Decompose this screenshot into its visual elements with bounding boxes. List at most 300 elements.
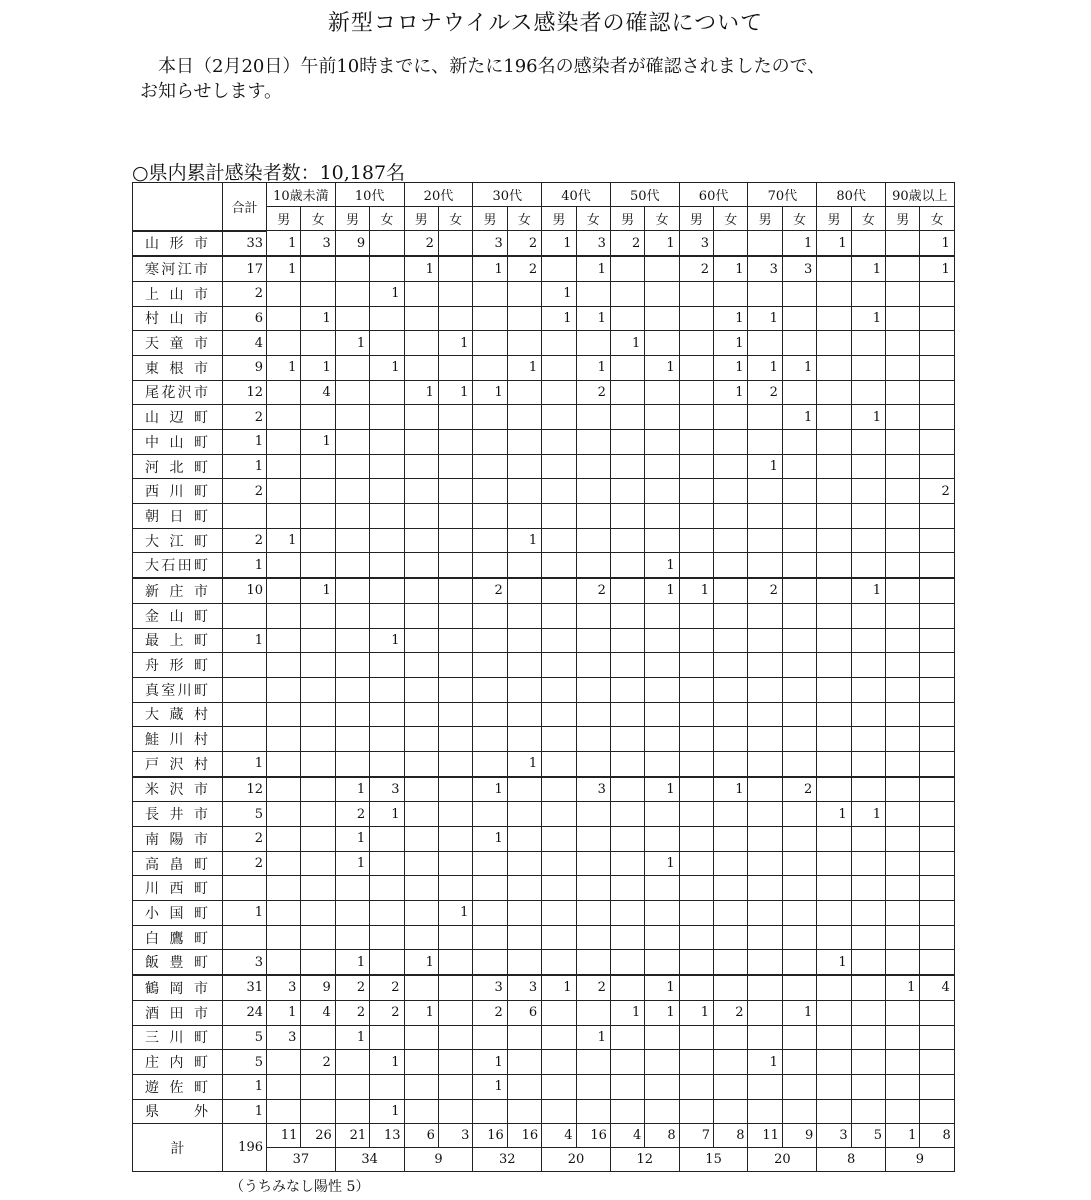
count-cell [404, 901, 438, 926]
count-cell: 1 [576, 256, 610, 281]
count-cell [507, 331, 541, 356]
count-cell [886, 851, 920, 876]
count-cell [886, 454, 920, 479]
count-cell [438, 1000, 472, 1025]
count-cell [817, 380, 851, 405]
count-cell: 1 [370, 1099, 404, 1124]
count-cell [610, 454, 644, 479]
count-cell [679, 851, 713, 876]
count-cell [714, 827, 748, 852]
count-cell: 2 [301, 1050, 335, 1075]
count-cell [507, 281, 541, 306]
count-cell [438, 430, 472, 455]
count-cell: 2 [507, 231, 541, 257]
count-cell [748, 1099, 782, 1124]
municipality-name: 大石田町 [133, 553, 223, 578]
count-cell [301, 405, 335, 430]
count-cell [542, 827, 576, 852]
count-cell [748, 405, 782, 430]
municipality-name: 川西町 [133, 876, 223, 901]
count-cell [679, 1050, 713, 1075]
row-total: 31 [223, 975, 267, 1000]
count-cell [610, 702, 644, 727]
count-cell [886, 827, 920, 852]
intro-line-1: 本日（2月20日）午前10時までに、新たに196名の感染者が確認されましたので、 [158, 56, 826, 77]
count-cell: 1 [370, 355, 404, 380]
count-cell [267, 1050, 301, 1075]
count-cell [817, 653, 851, 678]
count-cell [473, 901, 507, 926]
row-total [223, 603, 267, 628]
count-cell [851, 454, 885, 479]
count-cell [886, 702, 920, 727]
count-cell [542, 528, 576, 553]
count-cell: 1 [851, 306, 885, 331]
count-cell [714, 901, 748, 926]
count-cell [301, 851, 335, 876]
count-cell [507, 702, 541, 727]
count-cell [679, 430, 713, 455]
count-cell: 1 [851, 405, 885, 430]
count-cell: 1 [473, 777, 507, 802]
count-cell [714, 950, 748, 975]
count-cell [782, 653, 816, 678]
municipality-name: 小国町 [133, 901, 223, 926]
count-cell [714, 628, 748, 653]
row-total: 1 [223, 1074, 267, 1099]
count-cell [920, 1074, 954, 1099]
count-cell: 1 [370, 628, 404, 653]
count-cell [370, 925, 404, 950]
row-total: 9 [223, 355, 267, 380]
count-cell [610, 950, 644, 975]
sex-header-female: 女 [714, 207, 748, 231]
municipality-name: 大江町 [133, 528, 223, 553]
count-cell [335, 430, 369, 455]
count-cell: 3 [576, 231, 610, 257]
table-row [133, 975, 955, 1000]
municipality-name: 西川町 [133, 479, 223, 504]
count-cell [267, 331, 301, 356]
count-cell [370, 827, 404, 852]
count-cell [267, 901, 301, 926]
count-cell [542, 851, 576, 876]
count-cell [886, 876, 920, 901]
count-cell [748, 281, 782, 306]
count-cell [714, 1050, 748, 1075]
count-cell: 1 [301, 430, 335, 455]
count-cell [645, 256, 679, 281]
count-cell [438, 751, 472, 776]
count-cell [267, 653, 301, 678]
count-cell [886, 479, 920, 504]
count-cell [748, 851, 782, 876]
count-cell [335, 901, 369, 926]
count-cell [404, 876, 438, 901]
count-cell [301, 827, 335, 852]
count-cell [610, 430, 644, 455]
count-cell [886, 1025, 920, 1050]
row-total: 1 [223, 751, 267, 776]
count-cell [920, 504, 954, 529]
count-cell [748, 751, 782, 776]
count-cell [748, 504, 782, 529]
count-cell [267, 281, 301, 306]
municipality-name: 南陽市 [133, 827, 223, 852]
count-cell [370, 405, 404, 430]
count-cell [851, 1000, 885, 1025]
count-cell [886, 231, 920, 257]
count-cell [817, 281, 851, 306]
count-cell [817, 504, 851, 529]
count-cell: 1 [851, 578, 885, 603]
count-cell [267, 479, 301, 504]
count-cell [370, 876, 404, 901]
count-cell [335, 355, 369, 380]
count-cell [714, 454, 748, 479]
count-cell: 3 [301, 231, 335, 257]
count-cell [438, 777, 472, 802]
count-cell [542, 1000, 576, 1025]
count-cell [782, 802, 816, 827]
count-cell [645, 281, 679, 306]
count-cell [335, 727, 369, 752]
cumulative-count-label: ○県内累計感染者数：10,187名 [132, 162, 406, 184]
table-row [133, 876, 955, 901]
age-group-header: 80代 [817, 183, 886, 207]
count-cell [679, 355, 713, 380]
count-cell [370, 702, 404, 727]
count-cell [438, 1074, 472, 1099]
count-cell: 1 [817, 802, 851, 827]
count-cell: 1 [301, 306, 335, 331]
count-cell [851, 331, 885, 356]
count-cell [404, 702, 438, 727]
count-cell: 1 [473, 256, 507, 281]
count-cell [576, 281, 610, 306]
count-cell [576, 727, 610, 752]
count-cell [335, 454, 369, 479]
count-cell [507, 901, 541, 926]
count-cell [886, 950, 920, 975]
count-cell [714, 702, 748, 727]
count-cell [851, 1074, 885, 1099]
count-cell [679, 528, 713, 553]
count-cell [645, 405, 679, 430]
count-cell [404, 306, 438, 331]
count-cell [267, 677, 301, 702]
sex-header-female: 女 [645, 207, 679, 231]
age-group-header: 40代 [542, 183, 611, 207]
municipality-name: 米沢市 [133, 777, 223, 802]
row-total: 12 [223, 777, 267, 802]
count-cell [714, 751, 748, 776]
sex-header-male: 男 [267, 207, 301, 231]
count-cell [267, 851, 301, 876]
count-cell: 2 [714, 1000, 748, 1025]
row-total: 2 [223, 851, 267, 876]
footnote: （うちみなし陽性 5） [230, 1179, 370, 1195]
sum-by-sex-cell: 8 [714, 1124, 748, 1148]
count-cell [301, 628, 335, 653]
count-cell [679, 1025, 713, 1050]
count-cell [817, 677, 851, 702]
count-cell [679, 380, 713, 405]
sum-by-sex-cell: 3 [817, 1124, 851, 1148]
count-cell: 3 [679, 231, 713, 257]
count-cell [335, 281, 369, 306]
row-total [223, 727, 267, 752]
count-cell [301, 677, 335, 702]
age-group-header: 50代 [610, 183, 679, 207]
count-cell [370, 306, 404, 331]
table-row [133, 677, 955, 702]
count-cell: 1 [714, 331, 748, 356]
count-cell [851, 677, 885, 702]
count-cell [438, 553, 472, 578]
count-cell [438, 603, 472, 628]
count-cell [404, 454, 438, 479]
count-cell [645, 802, 679, 827]
count-cell [404, 1050, 438, 1075]
count-cell: 1 [473, 827, 507, 852]
count-cell: 1 [404, 1000, 438, 1025]
count-cell: 1 [370, 1050, 404, 1075]
municipality-name: 東根市 [133, 355, 223, 380]
count-cell [404, 925, 438, 950]
table-row [133, 231, 955, 257]
count-cell [576, 751, 610, 776]
municipality-name: 天童市 [133, 331, 223, 356]
count-cell [404, 777, 438, 802]
count-cell [576, 802, 610, 827]
count-cell [748, 331, 782, 356]
count-cell [610, 1025, 644, 1050]
count-cell [679, 628, 713, 653]
count-cell [507, 777, 541, 802]
count-cell: 3 [370, 777, 404, 802]
count-cell [438, 876, 472, 901]
count-cell [645, 827, 679, 852]
count-cell [576, 1074, 610, 1099]
count-cell [610, 827, 644, 852]
count-cell [748, 777, 782, 802]
sum-by-sex-cell: 3 [438, 1124, 472, 1148]
count-cell [610, 925, 644, 950]
count-cell [438, 1050, 472, 1075]
sum-by-age-cell: 20 [748, 1148, 817, 1172]
count-cell: 2 [473, 578, 507, 603]
count-cell [335, 925, 369, 950]
count-cell: 1 [438, 380, 472, 405]
count-cell [576, 677, 610, 702]
count-cell [438, 281, 472, 306]
count-cell [748, 603, 782, 628]
count-cell [714, 553, 748, 578]
count-cell [576, 1050, 610, 1075]
count-cell [301, 702, 335, 727]
count-cell: 1 [507, 528, 541, 553]
row-total: 3 [223, 950, 267, 975]
count-cell [714, 430, 748, 455]
row-total: 1 [223, 553, 267, 578]
count-cell: 1 [782, 1000, 816, 1025]
sum-label: 計 [133, 1124, 223, 1172]
count-cell [920, 727, 954, 752]
count-cell [679, 727, 713, 752]
count-cell [404, 677, 438, 702]
count-cell [886, 1050, 920, 1075]
count-cell [473, 553, 507, 578]
sex-header-male: 男 [335, 207, 369, 231]
age-group-header: 20代 [404, 183, 473, 207]
count-cell [301, 504, 335, 529]
count-cell [714, 1099, 748, 1124]
count-cell [610, 777, 644, 802]
sex-header-male: 男 [679, 207, 713, 231]
count-cell [782, 603, 816, 628]
count-cell: 1 [748, 454, 782, 479]
count-cell: 1 [335, 827, 369, 852]
count-cell [301, 454, 335, 479]
count-cell [645, 504, 679, 529]
count-cell [438, 727, 472, 752]
count-cell [610, 876, 644, 901]
table-row [133, 802, 955, 827]
age-group-header: 10代 [335, 183, 404, 207]
sum-by-sex-cell: 16 [576, 1124, 610, 1148]
count-cell [645, 528, 679, 553]
count-cell [610, 653, 644, 678]
count-cell: 1 [542, 281, 576, 306]
count-cell [576, 603, 610, 628]
municipality-name: 最上町 [133, 628, 223, 653]
count-cell [851, 876, 885, 901]
count-cell: 6 [507, 1000, 541, 1025]
table-row [133, 827, 955, 852]
count-cell [817, 1074, 851, 1099]
count-cell: 1 [507, 751, 541, 776]
count-cell [748, 702, 782, 727]
count-cell [507, 925, 541, 950]
count-cell [920, 528, 954, 553]
count-cell [301, 281, 335, 306]
sum-by-sex-cell: 16 [507, 1124, 541, 1148]
count-cell [851, 380, 885, 405]
count-cell [748, 553, 782, 578]
count-cell [851, 231, 885, 257]
count-cell [817, 876, 851, 901]
count-cell: 1 [610, 331, 644, 356]
table-row [133, 1099, 955, 1124]
count-cell [645, 677, 679, 702]
count-cell [335, 256, 369, 281]
count-cell [370, 504, 404, 529]
count-cell: 1 [542, 975, 576, 1000]
count-cell [542, 578, 576, 603]
count-cell [679, 306, 713, 331]
count-cell [679, 653, 713, 678]
count-cell [886, 901, 920, 926]
row-total [223, 925, 267, 950]
count-cell [714, 281, 748, 306]
count-cell [542, 553, 576, 578]
table-body [133, 231, 955, 1124]
count-cell [714, 975, 748, 1000]
count-cell [610, 281, 644, 306]
count-cell: 3 [576, 777, 610, 802]
count-cell [404, 331, 438, 356]
count-cell [886, 628, 920, 653]
sum-by-age-cell: 32 [473, 1148, 542, 1172]
sex-header-male: 男 [404, 207, 438, 231]
count-cell [645, 727, 679, 752]
count-cell [817, 628, 851, 653]
sum-by-age-cell: 34 [335, 1148, 404, 1172]
count-cell [370, 380, 404, 405]
count-cell [886, 405, 920, 430]
count-cell [576, 528, 610, 553]
municipality-name: 戸沢村 [133, 751, 223, 776]
count-cell: 1 [714, 256, 748, 281]
count-cell [576, 876, 610, 901]
count-cell [335, 504, 369, 529]
count-cell [370, 430, 404, 455]
count-cell [438, 975, 472, 1000]
municipality-name: 酒田市 [133, 1000, 223, 1025]
count-cell [679, 950, 713, 975]
count-cell [817, 430, 851, 455]
count-cell [782, 751, 816, 776]
count-cell [335, 751, 369, 776]
count-cell [782, 1099, 816, 1124]
count-cell [438, 702, 472, 727]
count-cell [851, 1050, 885, 1075]
count-cell [920, 603, 954, 628]
municipality-name: 河北町 [133, 454, 223, 479]
count-cell [370, 1074, 404, 1099]
count-cell [645, 901, 679, 926]
count-cell [507, 1025, 541, 1050]
sum-by-sex-cell: 8 [645, 1124, 679, 1148]
count-cell [714, 405, 748, 430]
table-row [133, 281, 955, 306]
count-cell [748, 653, 782, 678]
count-cell [267, 702, 301, 727]
count-cell [576, 1000, 610, 1025]
count-cell [576, 653, 610, 678]
table-row [133, 727, 955, 752]
count-cell [817, 355, 851, 380]
count-cell: 1 [782, 231, 816, 257]
count-cell [610, 578, 644, 603]
count-cell [920, 355, 954, 380]
row-total: 33 [223, 231, 267, 257]
count-cell [748, 802, 782, 827]
count-cell [438, 950, 472, 975]
count-cell [473, 1025, 507, 1050]
row-total: 1 [223, 430, 267, 455]
count-cell [542, 802, 576, 827]
count-cell [473, 653, 507, 678]
count-cell [679, 975, 713, 1000]
count-cell: 4 [920, 975, 954, 1000]
count-cell [679, 331, 713, 356]
count-cell: 2 [335, 802, 369, 827]
count-cell [920, 1050, 954, 1075]
count-cell [645, 306, 679, 331]
municipality-name: 朝日町 [133, 504, 223, 529]
